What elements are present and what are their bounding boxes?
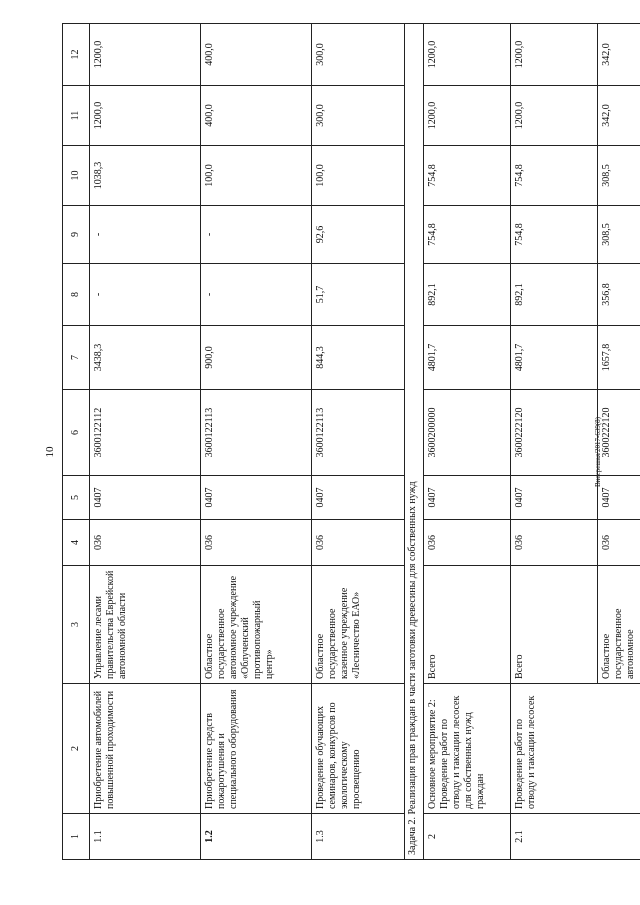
target-article-code: 3600222120	[511, 390, 598, 476]
amount-total: 1657,8	[598, 326, 640, 390]
column-number-row	[63, 24, 90, 860]
amount-total: 844,3	[312, 326, 405, 390]
amount-col9: 92,6	[312, 206, 405, 264]
header-cell: 6	[63, 390, 90, 476]
grbs-code: 036	[312, 520, 405, 566]
row-number: 1.2	[201, 814, 312, 860]
target-article-code: 3600222120	[598, 390, 640, 476]
table-row	[201, 24, 312, 860]
amount-col9: -	[90, 206, 201, 264]
budget-table	[62, 23, 640, 860]
header-cell: 7	[63, 326, 90, 390]
activity-name: Основное мероприятие 2: Проведение работ по отводу и таксации лесосек для собственных нужд граждан	[424, 684, 511, 814]
amount-col10: 754,8	[511, 146, 598, 206]
executor: Областное государственное автономное учреждение «Облученский противопожарный центр»	[201, 566, 312, 684]
amount-col8: 892,1	[511, 264, 598, 326]
grbs-code: 036	[90, 520, 201, 566]
header-cell: 8	[63, 264, 90, 326]
page-number: 10	[44, 446, 56, 458]
task-row	[405, 24, 424, 860]
target-article-code: 3600122113	[312, 390, 405, 476]
amount-total: 3438,3	[90, 326, 201, 390]
header-cell: 12	[63, 24, 90, 86]
header-cell: 10	[63, 146, 90, 206]
table-row	[511, 24, 598, 860]
amount-col8: 356,8	[598, 264, 640, 326]
executor: Управление лесами правительства Еврейской автономной области	[90, 566, 201, 684]
section-code: 0407	[201, 476, 312, 520]
header-cell: 11	[63, 86, 90, 146]
amount-col11: 1200,0	[424, 86, 511, 146]
amount-col12: 1200,0	[90, 24, 201, 86]
table-row	[90, 24, 201, 860]
executor: Всего	[511, 566, 598, 684]
amount-col11: 300,0	[312, 86, 405, 146]
row-number: 2.1	[511, 814, 640, 860]
amount-col11: 1200,0	[511, 86, 598, 146]
target-article-code: 3600122113	[201, 390, 312, 476]
table-row	[312, 24, 405, 860]
amount-col9: 308,5	[598, 206, 640, 264]
header-cell: 4	[63, 520, 90, 566]
grbs-code: 036	[511, 520, 598, 566]
header-cell: 1	[63, 814, 90, 860]
amount-col9: 754,8	[511, 206, 598, 264]
amount-col10: 308,5	[598, 146, 640, 206]
amount-col11: 1200,0	[90, 86, 201, 146]
target-article-code: 3600200000	[424, 390, 511, 476]
amount-col11: 342,0	[598, 86, 640, 146]
document-code: Внесрешая/2017-639(8)	[594, 416, 602, 488]
amount-col12: 400,0	[201, 24, 312, 86]
header-cell: 5	[63, 476, 90, 520]
amount-col12: 300,0	[312, 24, 405, 86]
amount-col12: 1200,0	[424, 24, 511, 86]
section-code: 0407	[312, 476, 405, 520]
target-article-code: 3600122112	[90, 390, 201, 476]
activity-name: Приобретение автомобилей повышенной проходимости	[90, 684, 201, 814]
amount-col10: 100,0	[312, 146, 405, 206]
executor: Областное государственное казенное учреждение «Лесничество ЕАО»	[312, 566, 405, 684]
amount-col11: 400,0	[201, 86, 312, 146]
executor: Всего	[424, 566, 511, 684]
section-code: 0407	[511, 476, 598, 520]
activity-name: Проведение обучающих семинаров, конкурсов по экологическому просвещению	[312, 684, 405, 814]
amount-total: 4801,7	[424, 326, 511, 390]
section-code: 0407	[598, 476, 640, 520]
amount-col12: 342,0	[598, 24, 640, 86]
amount-col10: 1038,3	[90, 146, 201, 206]
grbs-code: 036	[598, 520, 640, 566]
header-cell: 2	[63, 684, 90, 814]
table-row	[424, 24, 511, 860]
amount-col10: 100,0	[201, 146, 312, 206]
amount-col8: 51,7	[312, 264, 405, 326]
amount-total: 900,0	[201, 326, 312, 390]
activity-name: Проведение работ по отводу и таксации лесосек	[511, 684, 640, 814]
executor: Областное государственное автономное	[598, 566, 640, 684]
amount-col8: -	[90, 264, 201, 326]
amount-col9: -	[201, 206, 312, 264]
row-number: 2	[424, 814, 511, 860]
amount-col12: 1200,0	[511, 24, 598, 86]
task-heading: Задача 2. Реализация прав граждан в части заготовки древесины для собственных нужд	[405, 24, 424, 860]
row-number: 1.1	[90, 814, 201, 860]
row-number: 1.3	[312, 814, 405, 860]
grbs-code: 036	[424, 520, 511, 566]
header-cell: 3	[63, 566, 90, 684]
amount-col8: 892,1	[424, 264, 511, 326]
activity-name: Приобретение средств пожаротушения и специального оборудования	[201, 684, 312, 814]
grbs-code: 036	[201, 520, 312, 566]
section-code: 0407	[424, 476, 511, 520]
amount-col9: 754,8	[424, 206, 511, 264]
section-code: 0407	[90, 476, 201, 520]
amount-col10: 754,8	[424, 146, 511, 206]
amount-total: 4801,7	[511, 326, 598, 390]
header-cell: 9	[63, 206, 90, 264]
amount-col8: -	[201, 264, 312, 326]
